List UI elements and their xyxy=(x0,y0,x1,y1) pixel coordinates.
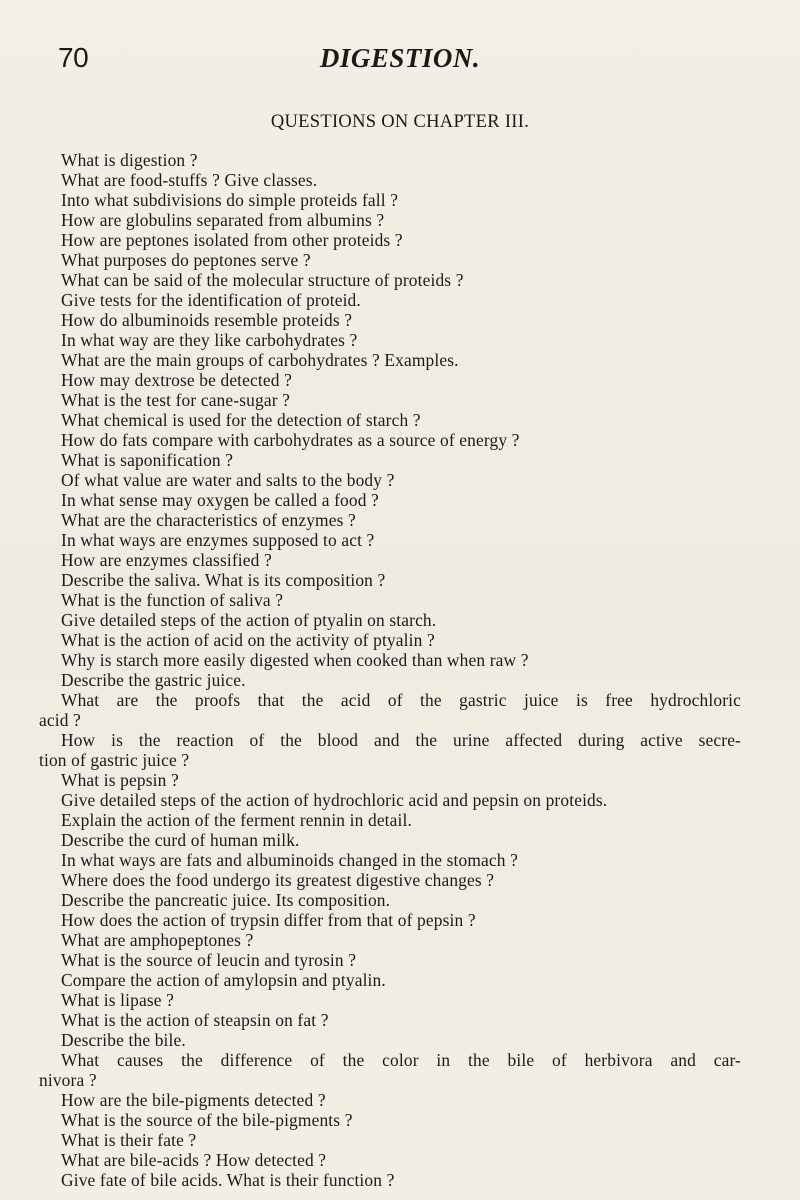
question-item: What is the action of acid on the activity of ptyalin ? xyxy=(61,630,435,650)
question-item: Describe the saliva. What is its composition ? xyxy=(61,570,386,590)
question-item: What can be said of the molecular structure of proteids ? xyxy=(61,270,464,290)
question-item: What is the function of saliva ? xyxy=(61,590,284,610)
question-item: Describe the bile. xyxy=(61,1030,186,1050)
question-item: What is the test for cane-sugar ? xyxy=(61,390,290,410)
question-list xyxy=(39,150,741,1190)
question-item: How are peptones isolated from other proteids ? xyxy=(61,230,403,250)
question-item: What is their fate ? xyxy=(61,1130,197,1150)
question-item: Why is starch more easily digested when cooked than when raw ? xyxy=(61,650,529,670)
question-item: In what ways are fats and albuminoids changed in the stomach ? xyxy=(61,850,518,870)
question-item: What are the characteristics of enzymes ? xyxy=(61,510,356,530)
question-item: What is the source of the bile-pigments ? xyxy=(61,1110,353,1130)
question-item xyxy=(39,730,741,770)
question-item: What chemical is used for the detection of starch ? xyxy=(61,410,421,430)
section-heading: QUESTIONS ON CHAPTER III. xyxy=(270,112,530,132)
question-line-continuation: acid ? xyxy=(39,710,81,730)
question-item: What is saponification ? xyxy=(61,450,234,470)
question-item xyxy=(39,1050,741,1090)
question-item: Give tests for the identification of proteid. xyxy=(61,290,361,310)
question-item: Give fate of bile acids. What is their function ? xyxy=(61,1170,395,1190)
running-title: DIGESTION. xyxy=(319,43,481,73)
question-item: How may dextrose be detected ? xyxy=(61,370,292,390)
question-item: In what way are they like carbohydrates ? xyxy=(61,330,358,350)
question-item: What are amphopeptones ? xyxy=(61,930,254,950)
question-item: Of what value are water and salts to the body ? xyxy=(61,470,395,490)
question-item: Compare the action of amylopsin and ptyalin. xyxy=(61,970,386,990)
question-item: What purposes do peptones serve ? xyxy=(61,250,311,270)
question-item: Give detailed steps of the action of hydrochloric acid and pepsin on proteids. xyxy=(61,790,608,810)
question-item: Into what subdivisions do simple proteids fall ? xyxy=(61,190,399,210)
question-item: How are enzymes classified ? xyxy=(61,550,272,570)
question-item: What is the source of leucin and tyrosin ? xyxy=(61,950,357,970)
question-item: Give detailed steps of the action of ptyalin on starch. xyxy=(61,610,437,630)
question-item: Describe the gastric juice. xyxy=(61,670,246,690)
question-item: What are food-stuffs ? Give classes. xyxy=(61,170,318,190)
question-line-continuation: nivora ? xyxy=(39,1070,97,1090)
question-item: What is the action of steapsin on fat ? xyxy=(61,1010,329,1030)
question-item: In what ways are enzymes supposed to act ? xyxy=(61,530,375,550)
question-line-first: How is the reaction of the blood and the urine affected during active secre- xyxy=(61,730,741,750)
question-item: How do albuminoids resemble proteids ? xyxy=(61,310,353,330)
question-item: How does the action of trypsin differ from that of pepsin ? xyxy=(61,910,476,930)
question-item: What are bile-acids ? How detected ? xyxy=(61,1150,327,1170)
page-number: 70 xyxy=(58,42,89,73)
page-header xyxy=(58,40,742,76)
question-item: Where does the food undergo its greatest digestive changes ? xyxy=(61,870,495,890)
question-item: Explain the action of the ferment rennin in detail. xyxy=(61,810,412,830)
question-item: In what sense may oxygen be called a food ? xyxy=(61,490,379,510)
question-line-first: What causes the difference of the color in the bile of herbivora and car- xyxy=(61,1050,741,1070)
question-line-continuation: tion of gastric juice ? xyxy=(39,750,190,770)
question-line-first: What are the proofs that the acid of the gastric juice is free hydrochloric xyxy=(61,690,741,710)
question-item: How are globulins separated from albumins ? xyxy=(61,210,385,230)
question-item: Describe the curd of human milk. xyxy=(61,830,300,850)
question-item: What is pepsin ? xyxy=(61,770,179,790)
question-item xyxy=(39,690,741,730)
question-item: What is digestion ? xyxy=(61,150,198,170)
question-item: How do fats compare with carbohydrates as a source of energy ? xyxy=(61,430,520,450)
question-item: Describe the pancreatic juice. Its composition. xyxy=(61,890,391,910)
question-item: What is lipase ? xyxy=(61,990,174,1010)
question-item: What are the main groups of carbohydrates ? Examples. xyxy=(61,350,459,370)
question-item: How are the bile-pigments detected ? xyxy=(61,1090,326,1110)
